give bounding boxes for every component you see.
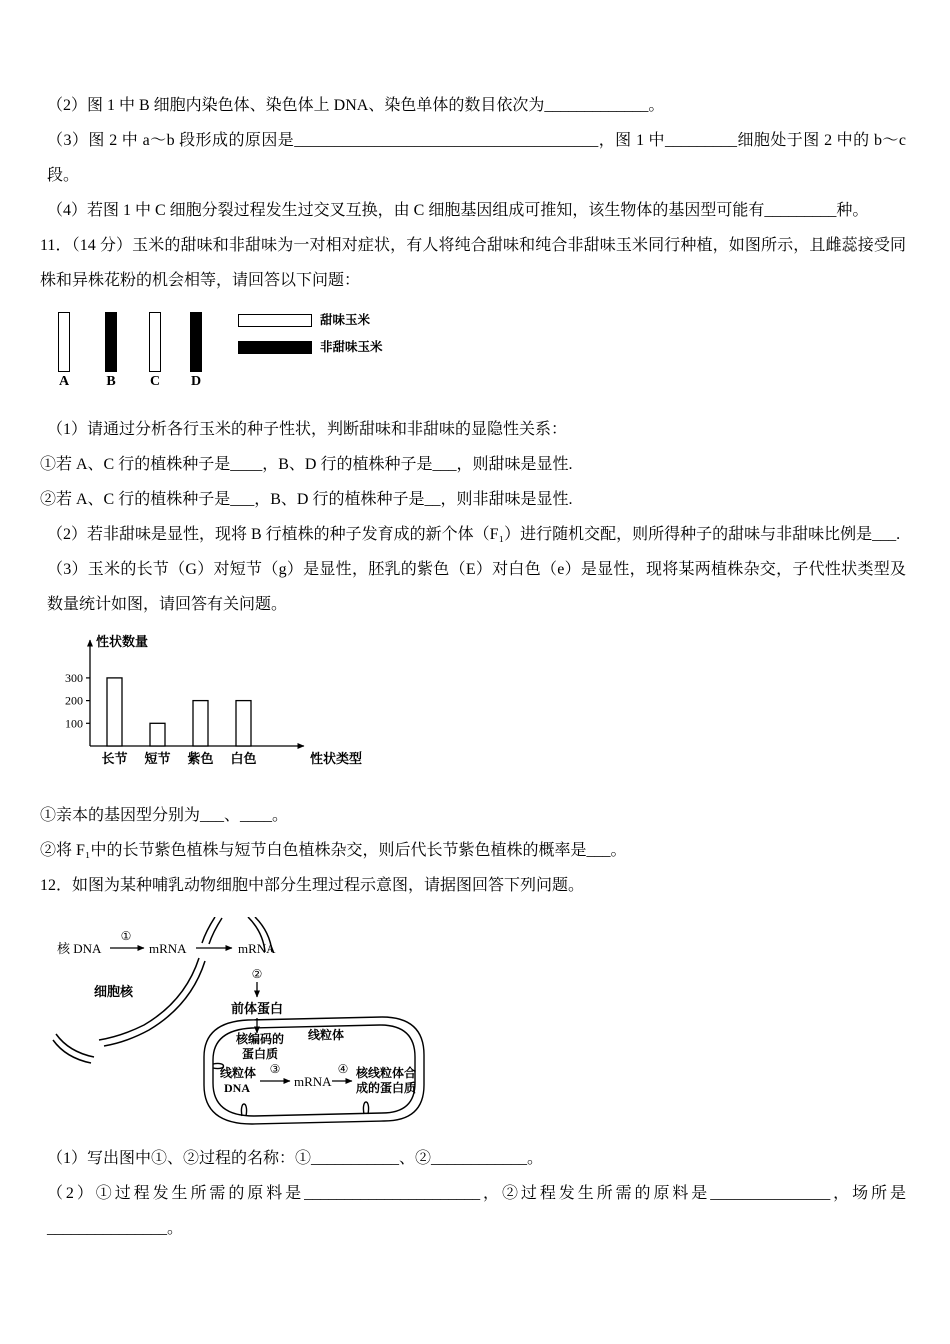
label-nuclear-encoded-protein-line2: 蛋白质	[241, 1047, 279, 1061]
category-label: 短节	[144, 751, 171, 766]
legend-swatch-white	[238, 314, 312, 327]
label-mito-protein-line1: 核线粒体合	[356, 1066, 417, 1080]
y-tick-label: 300	[65, 670, 83, 685]
corn-row-bar-C	[149, 312, 161, 372]
corn-row-label-D: D	[190, 374, 202, 389]
prior-question-part4: （4）若图 1 中 C 细胞分裂过程发生过交叉互换，由 C 细胞基因组成可推知，该生物体的基因型可能有_________种。	[47, 202, 869, 219]
question-12-stem: 12．如图为某种哺乳动物细胞中部分生理过程示意图，请据图回答下列问题。	[40, 877, 585, 894]
corn-row-label-B: B	[106, 374, 116, 389]
question-11-chart-sub2: ②将 F₁中的长节紫色植株与短节白色植株杂交，则后代长节紫色植株的概率是___。	[40, 842, 627, 859]
x-axis-label: 性状类型	[310, 751, 363, 766]
trait-bar-chart	[50, 630, 410, 780]
bar-白色	[236, 701, 251, 746]
question-11-chart-sub1: ①亲本的基因型分别为___、____。	[40, 807, 289, 824]
label-mrna1: mRNA	[149, 941, 187, 956]
question-11-part1-sub2: ②若 A、C 行的植株种子是___，B、D 行的植株种子是__，则非甜味是显性.	[40, 491, 573, 508]
question-11-part3: （3）玉米的长节（G）对短节（g）是显性，胚乳的紫色（E）对白色（e）是显性，现将某两植株杂交，子代性状类型及数量统计如图，请回答有关问题。	[47, 561, 906, 613]
label-mito-mrna: mRNA	[294, 1074, 332, 1089]
question-11-part2: （2）若非甜味是显性，现将 B 行植株的种子发育成的新个体（F₁）进行随机交配，则所得种子的甜味与非甜味比例是___.	[47, 526, 901, 543]
label-step3: ③	[269, 1062, 281, 1076]
category-label: 白色	[230, 751, 257, 766]
label-nuclear-encoded-protein-line1: 核编码的	[235, 1032, 285, 1046]
y-tick-label: 200	[65, 693, 83, 708]
y-tick-label: 100	[65, 716, 83, 731]
category-label: 紫色	[187, 751, 214, 766]
prior-question-part3: （3）图 2 中 a～b 段形成的原因是______________________________________，图 1 中_________细胞处于图 2 中的 b～c 段。	[47, 132, 906, 184]
legend-swatch-black	[238, 341, 312, 354]
corn-row-label-C: C	[149, 374, 161, 389]
legend-label: 甜味玉米	[320, 313, 371, 327]
bar-短节	[150, 723, 165, 746]
label-nuclear-dna: 核 DNA	[57, 941, 102, 956]
bar-紫色	[193, 701, 208, 746]
corn-planting-diagram	[50, 310, 490, 398]
legend-label: 非甜味玉米	[320, 340, 383, 354]
label-step2: ②	[251, 967, 263, 981]
label-mito-protein-line2: 成的蛋白质	[356, 1081, 417, 1095]
question-11-part1-sub1: ①若 A、C 行的植株种子是____，B、D 行的植株种子是___，则甜味是显性.	[40, 456, 573, 473]
question-11-part1: （1）请通过分析各行玉米的种子性状，判断甜味和非甜味的显隐性关系：	[47, 421, 568, 438]
label-step4: ④	[337, 1062, 349, 1076]
label-precursor-protein: 前体蛋白	[230, 1001, 284, 1016]
label-mito-dna-line1: 线粒体	[220, 1066, 257, 1080]
label-mrna2: mRNA	[238, 941, 276, 956]
prior-question-part2: （2）图 1 中 B 细胞内染色体、染色体上 DNA、染色单体的数目依次为_____________。	[47, 97, 665, 114]
label-step1: ①	[120, 929, 132, 943]
category-label: 长节	[101, 751, 128, 766]
corn-row-bar-A	[58, 312, 70, 372]
y-axis-label: 性状数量	[96, 634, 149, 649]
question-12-part1: （1）写出图中①、②过程的名称：①___________、②____________。	[47, 1150, 544, 1167]
corn-row-bar-D	[190, 312, 202, 372]
corn-row-label-A: A	[58, 374, 70, 389]
label-mitochondrion: 线粒体	[308, 1028, 345, 1042]
cell-process-diagram	[52, 917, 482, 1137]
label-nucleus: 细胞核	[94, 984, 134, 999]
corn-row-bar-B	[105, 312, 117, 372]
question-11-stem: 11．（14 分）玉米的甜味和非甜味为一对相对症状，有人将纯合甜味和纯合非甜味玉米同行种植，如图所示，且雌蕊接受同株和异株花粉的机会相等，请回答以下问题：	[40, 237, 906, 289]
bar-长节	[107, 678, 122, 746]
question-12-part2: （2）①过程发生所需的原料是______________________，②过程发生所需的原料是_______________，场所是_______________。	[47, 1185, 906, 1237]
label-mito-dna-line2: DNA	[224, 1081, 250, 1095]
